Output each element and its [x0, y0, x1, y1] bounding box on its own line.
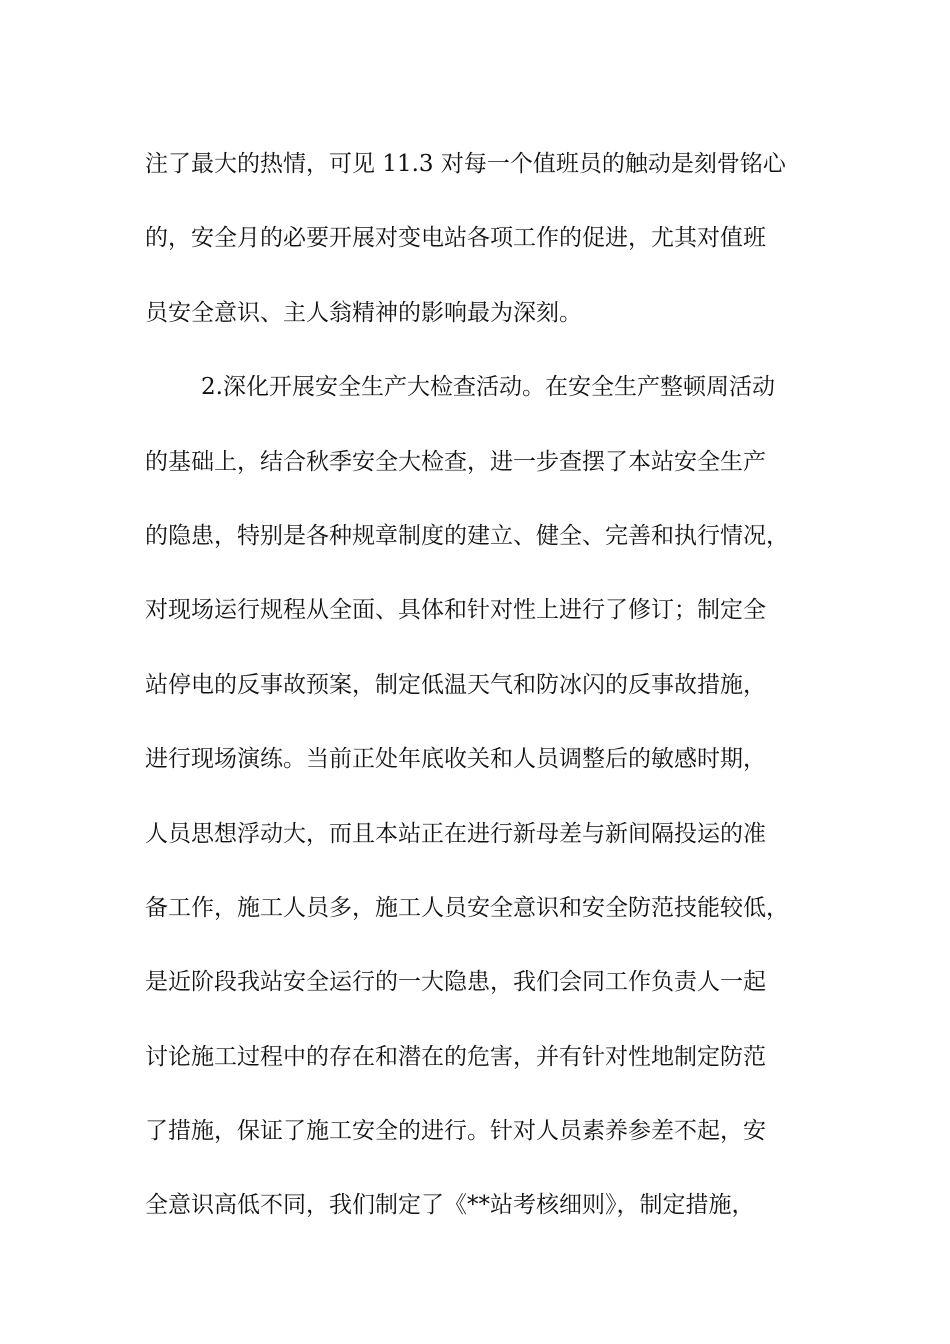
text-line: 了措施，保证了施工安全的进行。针对人员素养参差不起，安	[145, 1118, 766, 1145]
text-line: 备工作，施工人员多，施工人员安全意识和安全防范技能较低，	[145, 894, 789, 921]
text-line: 进行现场演练。当前正处年底收关和人员调整后的敏感时期，	[145, 746, 766, 773]
text-line: 是近阶段我站安全运行的一大隐患，我们会同工作负责人一起	[145, 969, 766, 996]
text-line: 的隐患，特别是各种规章制度的建立、健全、完善和执行情况，	[145, 522, 789, 549]
text-line: 对现场运行规程从全面、具体和针对性上进行了修订；制定全	[145, 597, 766, 624]
paragraph-start-line: 2.深化开展安全生产大检查活动。在安全生产整顿周活动	[201, 374, 775, 401]
text-line: 的，安全月的必要开展对变电站各项工作的促进，尤其对值班	[145, 225, 766, 252]
text-line: 讨论施工过程中的存在和潜在的危害，并有针对性地制定防范	[145, 1043, 766, 1070]
text-line: 站停电的反事故预案，制定低温天气和防冰闪的反事故措施，	[145, 671, 766, 698]
text-line: 的基础上，结合秋季安全大检查，进一步查摆了本站安全生产	[145, 448, 766, 475]
text-line: 注了最大的热情，可见 11.3 对每一个值班员的触动是刻骨铭心	[145, 151, 786, 177]
body-text	[145, 127, 835, 1243]
text-line: 人员思想浮动大，而且本站正在进行新母差与新间隔投运的准	[145, 820, 766, 847]
text-line: 员安全意识、主人翁精神的影响最为深刻。	[145, 299, 582, 326]
text-line: 全意识高低不同，我们制定了《**站考核细则》，制定措施，	[145, 1192, 755, 1219]
